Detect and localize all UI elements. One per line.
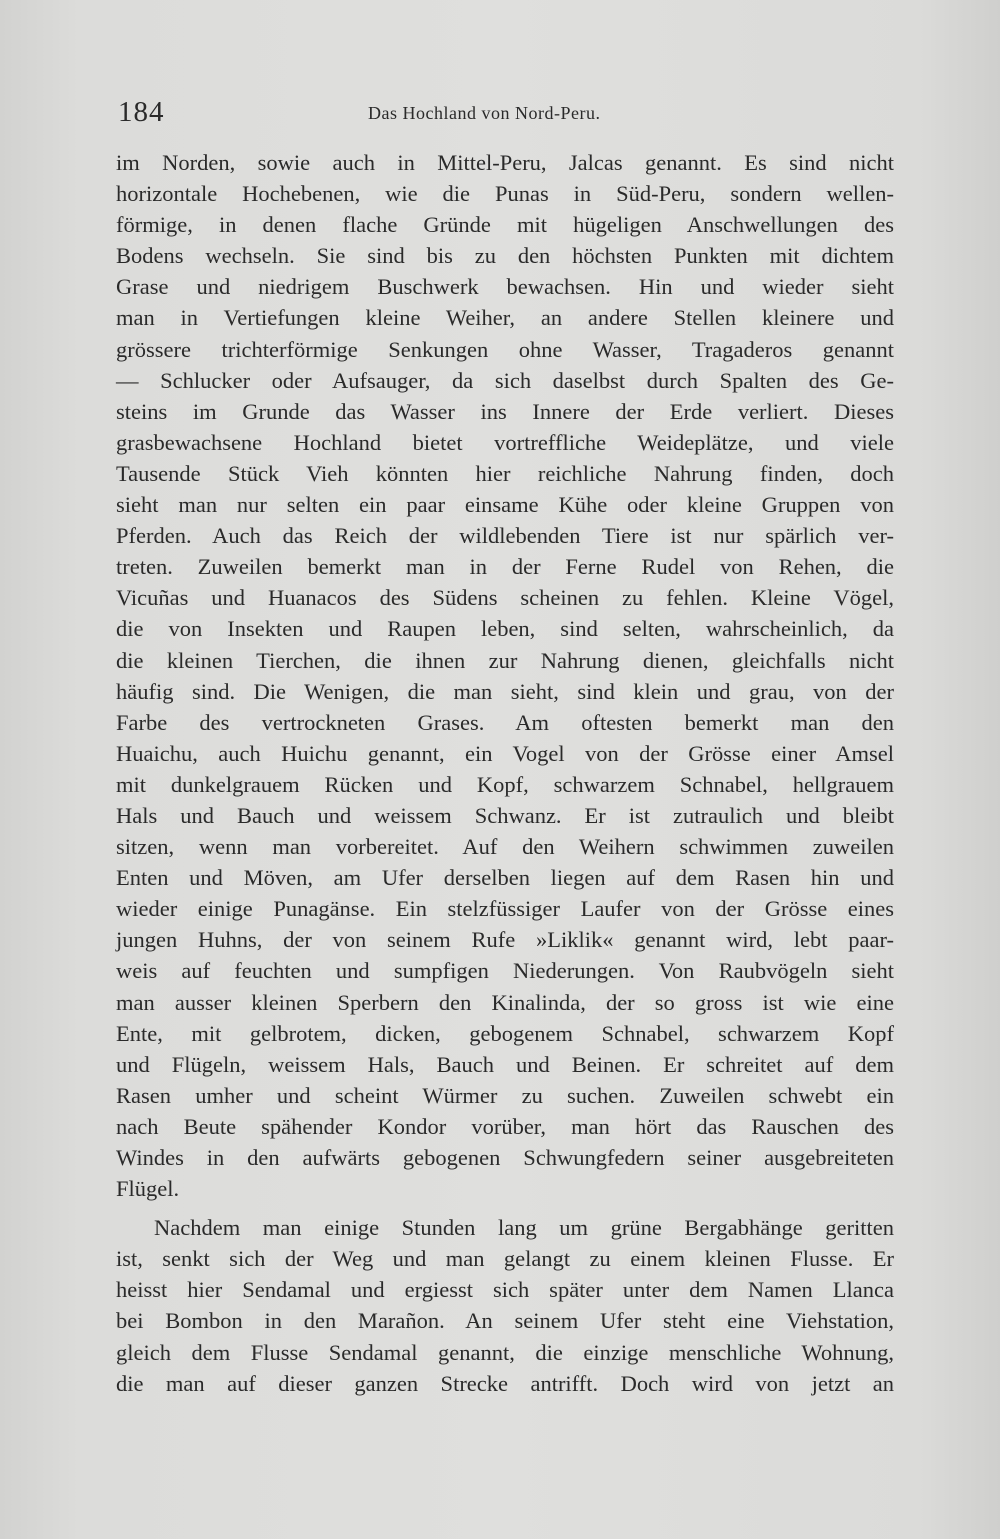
text-line: sieht man nur selten ein paar einsame Kühe oder kleine Gruppen von xyxy=(116,492,894,518)
text-line: Grase und niedrigem Buschwerk bewachsen. Hin und wieder sieht xyxy=(116,274,894,300)
page-number: 184 xyxy=(118,96,165,128)
running-title: Das Hochland von Nord-Peru. xyxy=(368,103,601,123)
paragraph-gap xyxy=(116,1204,894,1212)
text-line: heisst hier Sendamal und ergiesst sich später unter dem Namen Llanca xyxy=(116,1277,894,1303)
text-line: und Flügeln, weissem Hals, Bauch und Beinen. Er schreitet auf dem xyxy=(116,1051,894,1077)
text-line: förmige, in denen flache Gründe mit hügeligen Anschwellungen des xyxy=(116,212,894,238)
paragraph xyxy=(116,147,894,1204)
text-line: Vicuñas und Huanacos des Südens scheinen zu fehlen. Kleine Vögel, xyxy=(116,585,894,611)
text-line: Huaichu, auch Huichu genannt, ein Vogel von der Grösse einer Amsel xyxy=(116,740,894,766)
body-text xyxy=(116,147,894,1399)
text-line: grössere trichterförmige Senkungen ohne Wasser, Tragaderos genannt xyxy=(116,336,894,362)
text-line: wieder einige Punagänse. Ein stelzfüssiger Laufer von der Grösse eines xyxy=(116,896,894,922)
page-header xyxy=(118,96,888,136)
text-line: ist, senkt sich der Weg und man gelangt zu einem kleinen Flusse. Er xyxy=(116,1246,894,1272)
text-line: Enten und Möven, am Ufer derselben liegen auf dem Rasen hin und xyxy=(116,865,894,891)
text-line: Tausende Stück Vieh könnten hier reichliche Nahrung finden, doch xyxy=(116,460,894,486)
text-line: die man auf dieser ganzen Strecke antrifft. Doch wird von jetzt an xyxy=(116,1370,894,1396)
text-line: nach Beute spähender Kondor vorüber, man hört das Rauschen des xyxy=(116,1113,894,1139)
text-line: Windes in den aufwärts gebogenen Schwungfedern seiner ausgebreiteten xyxy=(116,1145,894,1170)
text-line: Flügel. xyxy=(116,1176,180,1202)
text-line: Rasen umher und scheint Würmer zu suchen. Zuweilen schwebt ein xyxy=(116,1082,894,1108)
text-line: jungen Huhns, der von seinem Rufe »Liklik« genannt wird, lebt paar- xyxy=(116,927,894,953)
text-line: bei Bombon in den Marañon. An seinem Ufer steht eine Viehstation, xyxy=(116,1308,894,1334)
text-line: Hals und Bauch und weissem Schwanz. Er ist zutraulich und bleibt xyxy=(116,802,894,828)
text-line: grasbewachsene Hochland bietet vortreffliche Weideplätze, und viele xyxy=(116,429,894,455)
text-line: man in Vertiefungen kleine Weiher, an andere Stellen kleinere und xyxy=(116,305,894,331)
text-line: sitzen, wenn man vorbereitet. Auf den Weihern schwimmen zuweilen xyxy=(116,834,894,860)
paragraph xyxy=(116,1212,894,1399)
text-line: die von Insekten und Raupen leben, sind selten, wahrscheinlich, da xyxy=(116,616,894,642)
text-line: man ausser kleinen Sperbern den Kinalinda, der so gross ist wie eine xyxy=(116,989,894,1015)
text-line: gleich dem Flusse Sendamal genannt, die einzige menschliche Wohnung, xyxy=(116,1339,894,1365)
text-line: im Norden, sowie auch in Mittel-Peru, Jalcas genannt. Es sind nicht xyxy=(116,150,894,175)
text-line: horizontale Hochebenen, wie die Punas in Süd-Peru, sondern wellen- xyxy=(116,181,894,207)
text-line: Bodens wechseln. Sie sind bis zu den höchsten Punkten mit dichtem xyxy=(116,243,894,269)
text-line: Nachdem man einige Stunden lang um grüne Bergabhänge geritten xyxy=(154,1215,894,1241)
text-line: steins im Grunde das Wasser ins Innere der Erde verliert. Dieses xyxy=(116,398,894,424)
text-line: Ente, mit gelbrotem, dicken, gebogenem Schnabel, schwarzem Kopf xyxy=(116,1020,894,1046)
text-line: mit dunkelgrauem Rücken und Kopf, schwarzem Schnabel, hellgrauem xyxy=(116,771,894,797)
text-line: Farbe des vertrockneten Grases. Am oftesten bemerkt man den xyxy=(116,709,894,735)
text-line: die kleinen Tierchen, die ihnen zur Nahrung dienen, gleichfalls nicht xyxy=(116,647,894,673)
text-line: häufig sind. Die Wenigen, die man sieht, sind klein und grau, von der xyxy=(116,678,894,704)
text-line: Pferden. Auch das Reich der wildlebenden Tiere ist nur spärlich ver- xyxy=(116,523,894,549)
text-line: weis auf feuchten und sumpfigen Niederungen. Von Raubvögeln sieht xyxy=(116,958,894,984)
text-line: — Schlucker oder Aufsauger, da sich daselbst durch Spalten des Ge- xyxy=(116,367,894,393)
text-line: treten. Zuweilen bemerkt man in der Ferne Rudel von Rehen, die xyxy=(116,554,894,580)
